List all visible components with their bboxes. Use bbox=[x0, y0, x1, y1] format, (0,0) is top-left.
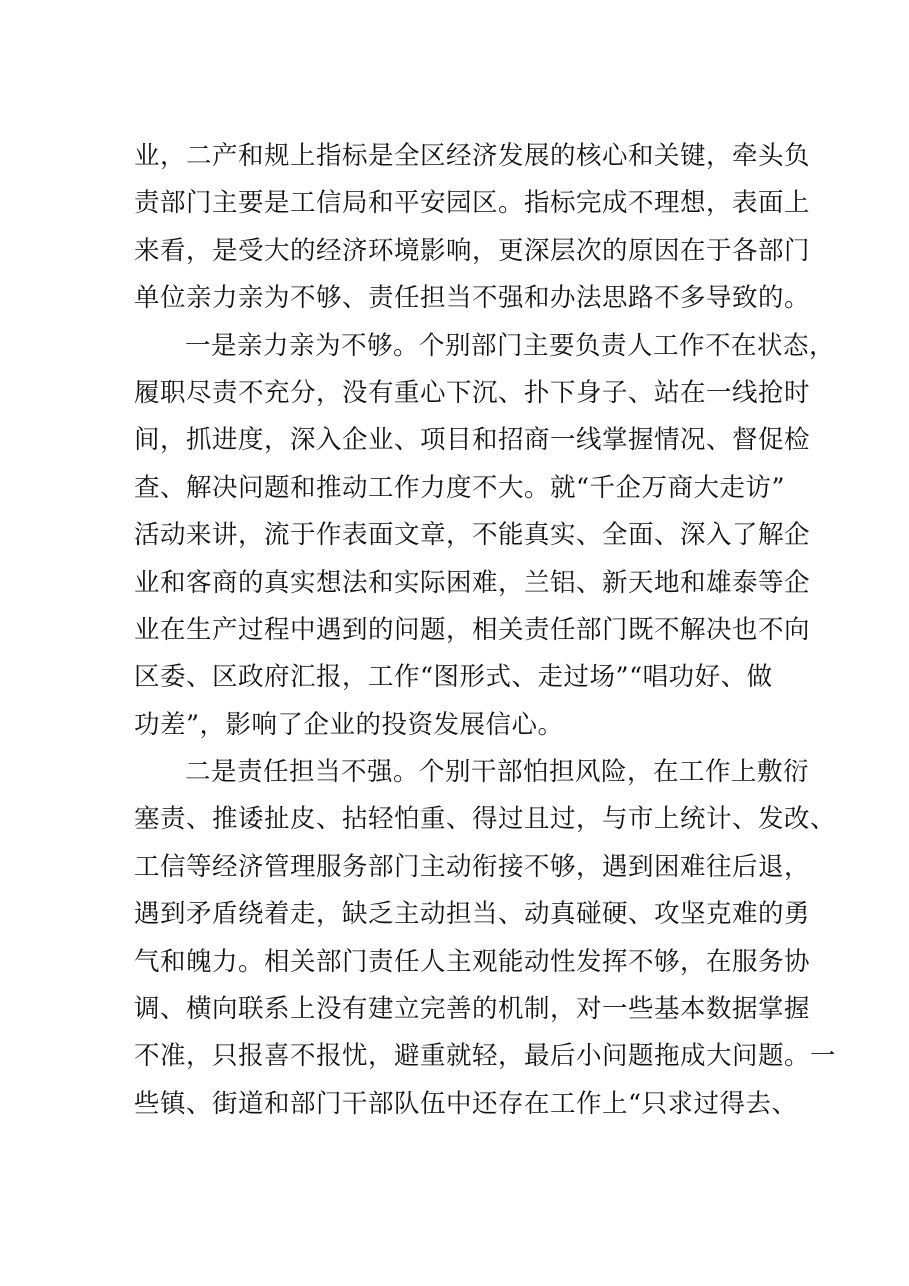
text-line: 不准，只报喜不报忧，避重就轻，最后小问题拖成大问题。一 bbox=[134, 1041, 837, 1072]
text-line: 查、解决问题和推动工作力度不大。就“千企万商大走访” bbox=[134, 472, 786, 503]
text-line: 责部门主要是工信局和平安园区。指标完成不理想，表面上 bbox=[134, 188, 811, 219]
text-line: 来看，是受大的经济环境影响，更深层次的原因在于各部门 bbox=[134, 235, 811, 266]
paragraph-start-line: 一是亲力亲为不够。个别部门主要负责人工作不在状态， bbox=[185, 330, 836, 361]
text-line: 业和客商的真实想法和实际困难，兰铝、新天地和雄泰等企 bbox=[134, 567, 811, 598]
text-line: 调、横向联系上没有建立完善的机制，对一些基本数据掌握 bbox=[134, 994, 811, 1025]
text-line: 些镇、街道和部门干部队伍中还存在工作上“只求过得去、 bbox=[134, 1088, 798, 1119]
text-line: 业，二产和规上指标是全区经济发展的核心和关键，牵头负 bbox=[134, 141, 811, 171]
text-line: 间，抓进度，深入企业、项目和招商一线掌握情况、督促检 bbox=[134, 425, 811, 456]
text-line: 遇到矛盾绕着走，缺乏主动担当、动真碰硬、攻坚克难的勇 bbox=[134, 899, 811, 930]
text-line: 塞责、推诿扯皮、拈轻怕重、得过且过，与市上统计、发改、 bbox=[134, 804, 837, 835]
text-line: 功差”，影响了企业的投资发展信心。 bbox=[134, 709, 564, 740]
text-line: 履职尽责不充分，没有重心下沉、扑下身子、站在一线抢时 bbox=[134, 377, 811, 408]
text-line: 单位亲力亲为不够、责任担当不强和办法思路不多导致的。 bbox=[134, 283, 811, 314]
paragraph-start-line: 二是责任担当不强。个别干部怕担风险，在工作上敷衍 bbox=[185, 757, 810, 788]
text-line: 气和魄力。相关部门责任人主观能动性发挥不够，在服务协 bbox=[134, 946, 811, 977]
document-body bbox=[134, 133, 837, 1128]
text-line: 活动来讲，流于作表面文章，不能真实、全面、深入了解企 bbox=[134, 520, 811, 551]
text-line: 区委、区政府汇报，工作“图形式、走过场”“唱功好、做 bbox=[134, 662, 773, 693]
text-line: 工信等经济管理服务部门主动衔接不够，遇到困难往后退， bbox=[134, 851, 811, 882]
text-line: 业在生产过程中遇到的问题，相关责任部门既不解决也不向 bbox=[134, 614, 811, 645]
